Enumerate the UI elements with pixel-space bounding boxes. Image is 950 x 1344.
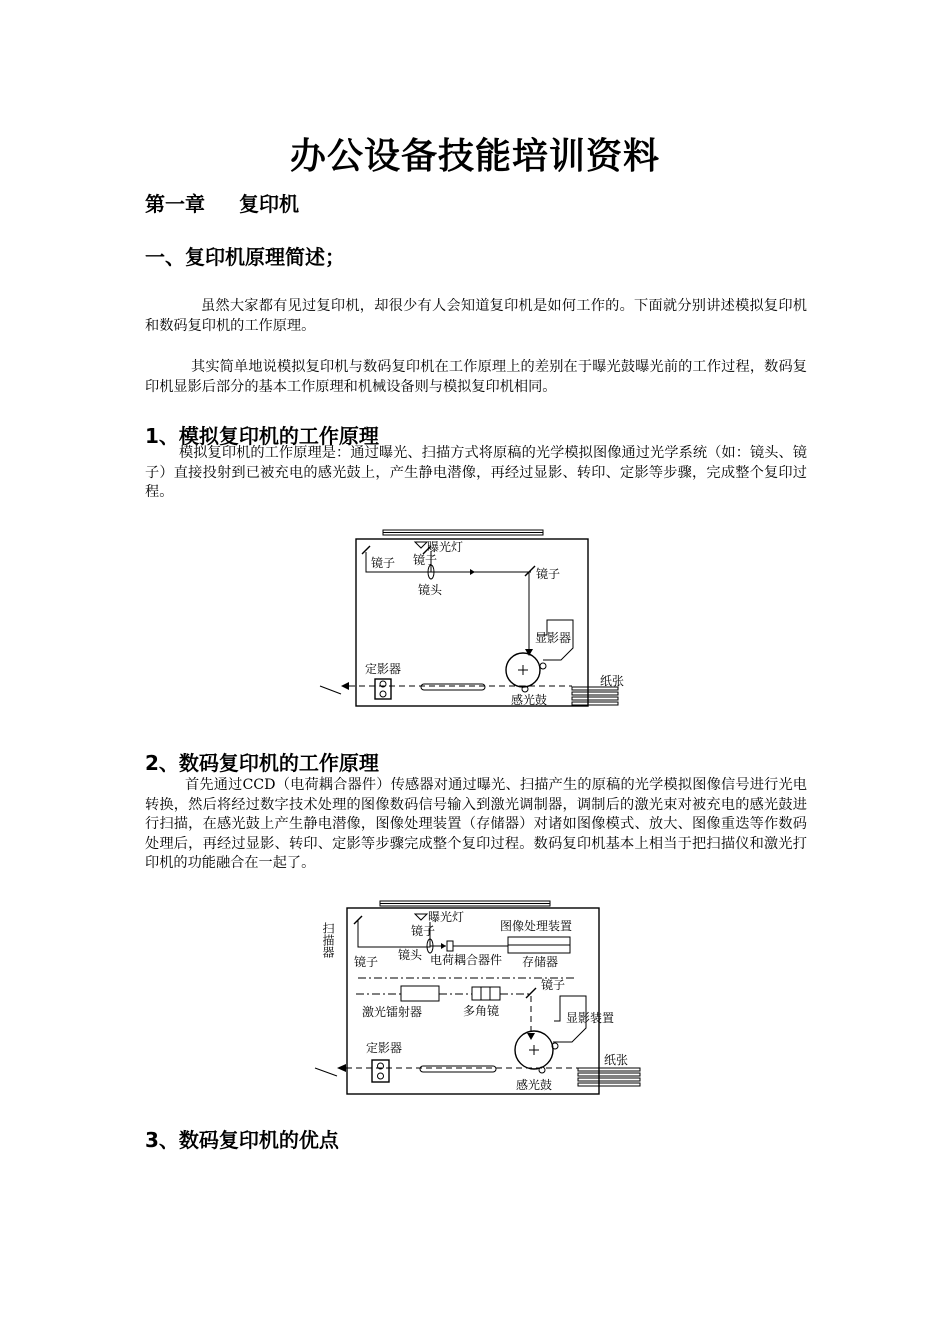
label-memory: 存储器 bbox=[522, 955, 559, 969]
chapter-heading bbox=[145, 188, 299, 217]
intro-paragraph-2: 其实简单地说模拟复印机与数码复印机在工作原理上的差别在于曝光鼓曝光前的工作过程，数码复印机显影后部分的基本工作原理和机械设备则与模拟复印机相同。 bbox=[145, 359, 807, 395]
label-fuser: 定影器 bbox=[366, 1041, 403, 1055]
label-paper: 纸张 bbox=[604, 1053, 629, 1067]
subsection-paragraph-digital: 首先通过CCD（电荷耦合器件）传感器对通过曝光、扫描产生的原稿的光学模拟图像信号进行光电转换，然后将经过数字技术处理的图像数码信号输入到激光调制器，调制后的激光束对被充电的感光鼓进行扫描，在感光鼓上产生静电潜像，图像处理装置（存储器）对诸如图像模式、放大、图像重迭等作数码处理后，再经过显影、转印、定影等步骤完成整个复印过程。数码复印机基本上相当于把扫描仪和激光打印机的功能融合在一起了。 bbox=[145, 777, 807, 871]
label-mirror-left: 镜子 bbox=[354, 955, 379, 969]
subsection-heading-analog: 1、模拟复印机的工作原理 bbox=[145, 424, 379, 448]
conveyor-belt bbox=[420, 1066, 496, 1072]
lamp-icon bbox=[415, 914, 427, 920]
label-drum: 感光鼓 bbox=[511, 693, 548, 707]
label-mirror-top: 镜子 bbox=[411, 924, 436, 938]
label-laser: 激光镭射器 bbox=[362, 1005, 423, 1019]
chapter-number: 第一章 bbox=[145, 192, 205, 216]
label-mirror-right: 镜子 bbox=[536, 567, 561, 581]
label-polygon: 多角镜 bbox=[463, 1004, 500, 1018]
lamp-icon bbox=[415, 542, 427, 548]
label-developer: 显影装置 bbox=[566, 1011, 615, 1025]
label-mirror-left: 镜子 bbox=[371, 556, 396, 570]
section-heading: 一、复印机原理简述； bbox=[145, 245, 345, 269]
label-lamp: 曝光灯 bbox=[427, 540, 464, 554]
conveyor-belt bbox=[421, 684, 485, 690]
polygon-mirror-icon bbox=[472, 987, 500, 1000]
digital-copier-diagram bbox=[310, 898, 650, 1100]
svg-text:扫描器: 扫描器 bbox=[321, 922, 335, 958]
subsection-heading-digital: 2、数码复印机的工作原理 bbox=[145, 751, 379, 775]
subsection-paragraph-analog: 模拟复印机的工作原理是：通过曝光、扫描方式将原稿的光学模拟图像通过光学系统（如：镜头、镜子）直接投射到已被充电的感光鼓上，产生静电潜像，再经过显影、转印、定影等步骤，完成整个复印过程。 bbox=[145, 445, 807, 500]
subsection-heading-advantages: 3、数码复印机的优点 bbox=[145, 1128, 339, 1152]
paper-stack bbox=[578, 1068, 640, 1086]
label-lens: 镜头 bbox=[418, 583, 443, 597]
laser-icon bbox=[401, 986, 439, 1001]
intro-paragraph-1: 虽然大家都有见过复印机，却很少有人会知道复印机是如何工作的。下面就分别讲述模拟复印机和数码复印机的工作原理。 bbox=[145, 298, 807, 334]
label-fuser: 定影器 bbox=[365, 662, 402, 676]
label-lamp: 曝光灯 bbox=[428, 910, 465, 924]
label-scanner-vertical bbox=[321, 921, 335, 959]
label-mirror-top: 镜子 bbox=[413, 553, 438, 567]
label-drum: 感光鼓 bbox=[516, 1078, 553, 1092]
label-image-processor: 图像处理装置 bbox=[500, 919, 573, 933]
chapter-name: 复印机 bbox=[239, 192, 299, 216]
label-paper: 纸张 bbox=[600, 674, 625, 688]
analog-copier-diagram bbox=[315, 528, 635, 713]
document-title: 办公设备技能培训资料 bbox=[289, 136, 660, 177]
ccd-icon bbox=[447, 941, 453, 951]
label-ccd: 电荷耦合器件 bbox=[430, 953, 503, 967]
paper-stack bbox=[572, 687, 618, 705]
label-mirror-right: 镜子 bbox=[541, 978, 566, 992]
label-lens: 镜头 bbox=[398, 948, 423, 962]
fuser-icon bbox=[375, 679, 391, 699]
mirror-right-icon bbox=[525, 566, 535, 576]
label-developer: 显影器 bbox=[535, 631, 572, 645]
